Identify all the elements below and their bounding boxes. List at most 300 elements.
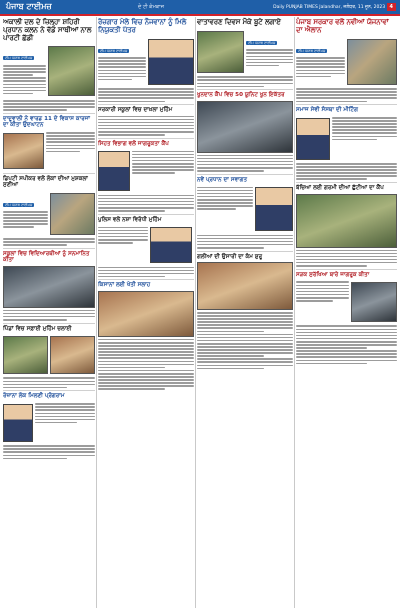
text-line: [197, 244, 293, 246]
text-line: [3, 387, 67, 389]
headline: ਸਿਹਤ ਵਿਭਾਗ ਵਲੋਂ ਜਾਗਰੂਕਤਾ ਕੈਂਪ: [98, 140, 169, 147]
text-line: [46, 135, 95, 137]
text-line: [296, 178, 367, 180]
text-line: [35, 403, 95, 405]
headline: ਗਲੀਆਂ ਦੀ ਉਸਾਰੀ ਦਾ ਕੰਮ ਸ਼ੁਰੂ: [197, 253, 263, 260]
headline: ਦਾਦੂਵਾਲੀ ਨੇ ਵਾਰਡ 11 ਦੇ ਵਿਕਾਸ ਕਾਰਜਾਂ ਦਾ ਕੀਤਾ ਉਦਘਾਟਨ: [3, 115, 91, 129]
text-line: [296, 335, 397, 337]
news-photo: [3, 266, 95, 308]
text-line: [98, 63, 146, 65]
section-separator: [98, 214, 194, 215]
text-line: [3, 445, 95, 447]
article: [3, 131, 95, 171]
text-line: [98, 242, 133, 244]
text-line: [197, 355, 264, 357]
text-line: [296, 363, 367, 365]
text-line: [98, 66, 146, 68]
article: [296, 280, 397, 324]
text-line: [296, 297, 349, 299]
text-line: [98, 267, 194, 269]
text-line: [197, 312, 293, 314]
column-divider: [195, 17, 196, 608]
text-line: [46, 148, 95, 150]
text-line: [3, 71, 46, 73]
text-line: [98, 239, 148, 241]
text-line: [98, 76, 146, 78]
text-line: [98, 198, 194, 200]
text-line: [296, 360, 397, 362]
text-line: [3, 238, 95, 240]
text-line: [197, 187, 253, 189]
text-line: [3, 100, 95, 102]
article: [98, 225, 194, 265]
text-line: [296, 163, 397, 165]
headline: ਕਿਸਾਨਾਂ ਲਈ ਖੇਤੀ ਸਲਾਹ: [98, 282, 151, 289]
text-line: [132, 163, 194, 165]
headline: ਖੂਨਦਾਨ ਕੈਂਪ ਵਿਚ 50 ਯੂਨਿਟ ਖੂਨ ਇਕੱਤਰ: [197, 92, 285, 99]
column-4: [296, 17, 397, 608]
section-separator: [197, 174, 293, 175]
text-line: [197, 170, 264, 172]
news-photo: [3, 133, 44, 169]
article: [3, 44, 95, 98]
text-line: [296, 97, 397, 99]
text-line: [296, 338, 397, 340]
text-line: [296, 288, 349, 290]
column-2: [98, 17, 194, 608]
text-line: [296, 325, 397, 327]
text-line: [98, 230, 148, 232]
text-line: [296, 166, 397, 168]
news-photo: [3, 336, 48, 374]
text-line: [3, 90, 46, 92]
article-body: [98, 225, 148, 265]
text-line: [98, 388, 165, 390]
text-line: [3, 226, 34, 228]
text-line: [98, 270, 194, 272]
text-line: [296, 262, 397, 264]
text-line: [3, 211, 48, 213]
headline: ਨਵੇਂ ਪ੍ਰਧਾਨ ਦਾ ਸਵਾਗਤ: [197, 176, 248, 183]
text-line: [98, 370, 194, 372]
text-line: [46, 151, 80, 153]
text-line: [197, 196, 253, 198]
portrait-photo: [3, 404, 33, 442]
news-photo: [50, 336, 95, 374]
text-line: [3, 223, 48, 225]
section-separator: [296, 269, 397, 270]
headline: ਸੜਕ ਸੁਰੱਖਿਆ ਬਾਰੇ ਜਾਗਰੂਕ ਕੀਤਾ: [296, 271, 370, 278]
text-line: [296, 175, 397, 177]
text-line: [3, 377, 95, 379]
text-line: [98, 119, 194, 121]
text-line: [132, 169, 194, 171]
headline: ਪੁਲਿਸ ਵਲੋਂ ਨਸ਼ਾ ਵਿਰੋਧੀ ਮੁਹਿੰਮ: [98, 216, 162, 223]
text-line: [332, 136, 397, 138]
byline-tag: ਟੀਮ ਪੰਜਾਬ ਟਾਈਮਜ਼: [248, 40, 276, 45]
text-line: [98, 227, 148, 229]
text-line: [132, 172, 175, 174]
text-line: [98, 97, 194, 99]
masthead-brand: ਪੰਜਾਬ ਟਾਈਮਜ਼: [6, 2, 52, 11]
text-line: [132, 166, 194, 168]
text-line: [3, 80, 46, 82]
news-photo: [48, 46, 95, 96]
article-body: [35, 402, 95, 444]
article-body: [132, 149, 194, 193]
text-line: [3, 448, 95, 450]
text-line: [197, 164, 293, 166]
byline-tag: ਟੀਮ ਪੰਜਾਬ ਟਾਈਮਜ਼: [298, 48, 326, 53]
news-photo: [50, 193, 95, 235]
text-line: [3, 458, 67, 460]
section-separator: [197, 251, 293, 252]
text-line: [246, 65, 279, 67]
text-line: [197, 340, 293, 342]
text-line: [98, 101, 165, 103]
news-photo: [296, 194, 397, 248]
byline-tag: ਟੀਮ ਪੰਜਾਬ ਟਾਈਮਜ਼: [5, 202, 33, 207]
text-line: [3, 381, 95, 383]
text-line: [3, 316, 95, 318]
text-line: [46, 132, 95, 134]
portrait-photo: [255, 187, 293, 231]
text-line: [3, 451, 95, 453]
article: [197, 185, 293, 233]
text-line: [197, 358, 293, 360]
text-line: [98, 195, 194, 197]
text-line: [197, 315, 293, 317]
text-line: [3, 93, 33, 95]
text-line: [197, 368, 264, 370]
text-line: [296, 300, 333, 302]
text-line: [197, 361, 293, 363]
text-line: [197, 190, 253, 192]
text-line: [296, 285, 349, 287]
headline: ਰੋਜ਼ਾਨਾ ਲੋਕ ਮਿਲਣੀ ਪ੍ਰੋਗਰਾਮ: [3, 393, 65, 400]
headline: ਬੱਚਿਆਂ ਲਈ ਗਰਮੀ ਦੀਆਂ ਛੁੱਟੀਆਂ ਦਾ ਕੈਂਪ: [296, 185, 384, 192]
text-line: [332, 120, 397, 122]
text-line: [197, 158, 293, 160]
news-photo: [197, 262, 293, 310]
text-line: [3, 313, 95, 315]
text-line: [197, 346, 293, 348]
text-line: [197, 331, 264, 333]
headline: ਰੋਜ਼ਗਾਰ ਮੇਲੇ ਵਿਚ ਨੌਜਵਾਨਾਂ ਨੂੰ ਮਿਲੇ ਨਿਯੁਕਤੀ ਪੱਤਰ: [98, 18, 187, 34]
column-1: [3, 17, 95, 608]
text-line: [197, 334, 293, 336]
news-photo: [98, 291, 194, 337]
text-line: [98, 361, 194, 363]
headline: ਪੰਜਾਬ ਸਰਕਾਰ ਵਲੋਂ ਨਵੀਆਂ ਯੋਜਨਾਵਾਂ ਦਾ ਐਲਾਨ: [296, 18, 389, 34]
text-line: [246, 52, 293, 54]
text-line: [3, 106, 95, 108]
article-body: [296, 280, 349, 324]
page-number: 4: [387, 3, 396, 11]
text-line: [296, 60, 345, 62]
text-line: [3, 103, 95, 105]
text-line: [296, 88, 397, 90]
section-separator: [3, 173, 95, 174]
text-line: [296, 169, 397, 171]
text-line: [296, 63, 345, 65]
text-line: [46, 145, 95, 147]
section-separator: [3, 323, 95, 324]
section-separator: [98, 104, 194, 105]
text-line: [296, 329, 397, 331]
section-separator: [3, 248, 95, 249]
text-line: [197, 83, 293, 85]
column-divider: [96, 17, 97, 608]
text-line: [98, 379, 194, 381]
article-body: [296, 37, 345, 87]
text-line: [98, 79, 132, 81]
masthead-rule: [0, 14, 400, 16]
portrait-photo: [148, 39, 194, 85]
text-line: [98, 210, 165, 212]
text-line: [197, 349, 293, 351]
text-line: [3, 87, 46, 89]
text-line: [98, 122, 194, 124]
text-line: [246, 49, 293, 51]
text-line: [246, 59, 293, 61]
text-line: [197, 202, 253, 204]
text-line: [296, 94, 397, 96]
section-separator: [296, 104, 397, 105]
text-line: [332, 132, 397, 134]
text-line: [98, 131, 194, 133]
text-line: [296, 172, 397, 174]
text-line: [3, 244, 67, 246]
text-line: [46, 141, 95, 143]
text-line: [98, 376, 194, 378]
text-line: [3, 310, 95, 312]
article: [3, 402, 95, 444]
text-line: [98, 348, 194, 350]
article-body: [46, 131, 95, 171]
text-line: [35, 419, 95, 421]
text-line: [197, 321, 293, 323]
text-line: [132, 157, 194, 159]
article: [197, 29, 293, 75]
text-line: [98, 125, 194, 127]
text-line: [332, 117, 397, 119]
text-line: [98, 354, 194, 356]
masthead-section: ਦੇ ਟੀ ਕੰਮਕਾਜ: [137, 4, 164, 10]
text-line: [197, 247, 264, 249]
headline: ਡਿਪਟੀ ਸਪੀਕਰ ਵਲੋਂ ਲੋਕਾਂ ਦੀਆਂ ਮੁਸ਼ਕਲਾਂ ਸੁਣੀਆਂ: [3, 175, 88, 189]
text-line: [98, 60, 146, 62]
news-photo: [197, 31, 244, 73]
news-photo: [351, 282, 397, 322]
text-line: [35, 406, 95, 408]
text-line: [296, 265, 367, 267]
text-line: [197, 167, 293, 169]
article-body: [246, 29, 293, 75]
text-line: [296, 291, 349, 293]
text-line: [3, 217, 48, 219]
section-separator: [296, 182, 397, 183]
text-line: [197, 76, 293, 78]
text-line: [332, 139, 378, 141]
text-line: [197, 155, 293, 157]
portrait-photo: [150, 227, 192, 263]
text-line: [98, 351, 194, 353]
text-line: [98, 273, 194, 275]
text-line: [197, 199, 253, 201]
headline: ਪਿੰਡਾਂ ਵਿਚ ਸਫ਼ਾਈ ਮੁਹਿੰਮ ਚਲਾਈ: [3, 325, 72, 332]
section-separator: [3, 113, 95, 114]
text-line: [98, 73, 146, 75]
text-line: [98, 276, 165, 278]
text-line: [197, 241, 293, 243]
text-line: [132, 151, 194, 153]
text-line: [296, 66, 345, 68]
text-line: [197, 161, 293, 163]
text-line: [197, 238, 293, 240]
article-body: [3, 191, 48, 237]
text-line: [296, 256, 397, 258]
portrait-photo: [296, 118, 330, 160]
text-line: [3, 319, 67, 321]
headline: ਅਕਾਲੀ ਦਲ ਦੇ ਜ਼ਿਲ੍ਹਾ ਸ਼ਹਿਰੀ ਪ੍ਰਧਾਨ ਕਲਨ ਨੇ ਵੱਡੇ ਸਾਥੀਆਂ ਨਾਲ ਪਾਰਟੀ ਛੱਡੀ: [3, 18, 92, 42]
text-line: [35, 416, 95, 418]
portrait-photo: [98, 151, 130, 191]
text-line: [98, 57, 146, 59]
text-line: [132, 160, 194, 162]
text-line: [35, 409, 95, 411]
text-line: [98, 342, 194, 344]
text-line: [98, 134, 165, 136]
text-line: [296, 353, 397, 355]
section-separator: [197, 89, 293, 90]
text-line: [197, 205, 253, 207]
text-line: [98, 91, 194, 93]
section-separator: [98, 138, 194, 139]
text-line: [3, 241, 95, 243]
text-line: [98, 94, 194, 96]
dateline-text: Daily PUNJAB TIMES Jalandhar, ਜਲੰਧਰ, 11 ਜੂਨ, 2023: [273, 5, 386, 10]
text-line: [98, 367, 165, 369]
text-line: [3, 220, 48, 222]
text-line: [296, 70, 345, 72]
text-line: [197, 327, 293, 329]
text-line: [296, 332, 397, 334]
text-line: [197, 337, 293, 339]
article: [98, 149, 194, 193]
text-line: [3, 68, 46, 70]
article: [296, 116, 397, 162]
text-line: [296, 57, 345, 59]
text-line: [35, 422, 77, 424]
article-body: [332, 116, 397, 162]
headline: ਸਮਾਜ ਸੇਵੀ ਸੰਸਥਾ ਦੀ ਮੀਟਿੰਗ: [296, 107, 358, 114]
text-line: [98, 204, 194, 206]
article-body: [3, 44, 46, 98]
text-line: [98, 385, 194, 387]
text-line: [296, 350, 397, 352]
text-line: [98, 373, 194, 375]
article: [3, 191, 95, 237]
article: [296, 37, 397, 87]
article-body: [197, 185, 253, 233]
text-line: [98, 116, 194, 118]
text-line: [197, 208, 236, 210]
text-line: [296, 253, 397, 255]
masthead: [0, 0, 400, 14]
text-line: [98, 357, 194, 359]
text-line: [296, 341, 397, 343]
article: [98, 37, 194, 87]
text-line: [132, 154, 194, 156]
text-line: [332, 123, 397, 125]
text-line: [3, 455, 95, 457]
text-line: [98, 339, 194, 341]
text-line: [246, 62, 293, 64]
text-line: [296, 101, 367, 103]
text-line: [296, 250, 397, 252]
text-line: [296, 281, 349, 283]
text-line: [3, 65, 46, 67]
text-line: [197, 86, 264, 88]
news-photo: [347, 39, 397, 85]
text-line: [197, 235, 293, 237]
text-line: [3, 77, 46, 79]
text-line: [98, 382, 194, 384]
text-line: [332, 126, 397, 128]
article: [3, 334, 95, 376]
text-line: [98, 207, 194, 209]
text-line: [3, 84, 46, 86]
headline: ਸਕੂਲਾਂ ਵਿਚ ਵਿਦਿਆਰਥੀਆਂ ਨੂੰ ਸਨਮਾਨਿਤ ਕੀਤਾ: [3, 250, 90, 264]
text-line: [3, 74, 33, 76]
text-line: [98, 128, 194, 130]
text-line: [296, 259, 397, 261]
byline-tag: ਟੀਮ ਪੰਜਾਬ ਟਾਈਮਜ਼: [5, 56, 33, 61]
text-line: [197, 352, 293, 354]
text-line: [197, 324, 293, 326]
text-line: [98, 345, 194, 347]
byline-tag: ਟੀਮ ਪੰਜਾਬ ਟਾਈਮਜ਼: [100, 48, 128, 53]
text-line: [296, 294, 349, 296]
text-line: [46, 138, 95, 140]
news-photo: [197, 101, 293, 153]
text-line: [98, 236, 148, 238]
text-line: [246, 56, 293, 58]
section-separator: [3, 390, 95, 391]
text-line: [3, 214, 48, 216]
text-line: [197, 365, 293, 367]
text-line: [197, 318, 293, 320]
text-line: [296, 91, 397, 93]
text-line: [3, 109, 67, 111]
text-line: [98, 88, 194, 90]
text-line: [197, 79, 293, 81]
headline: ਵਾਤਾਵਰਣ ਦਿਵਸ ਮੌਕੇ ਬੂਟੇ ਲਗਾਏ: [197, 18, 281, 26]
headline: ਸਰਕਾਰੀ ਸਕੂਲਾਂ ਵਿਚ ਦਾਖ਼ਲਾ ਮੁਹਿੰਮ: [98, 107, 173, 114]
text-line: [98, 364, 194, 366]
section-separator: [98, 279, 194, 280]
text-line: [98, 70, 146, 72]
text-line: [296, 356, 397, 358]
text-line: [98, 233, 148, 235]
text-line: [296, 73, 345, 75]
text-line: [3, 384, 95, 386]
text-line: [296, 347, 367, 349]
masthead-dateline: [226, 3, 400, 11]
column-divider: [294, 17, 295, 608]
text-line: [296, 76, 331, 78]
